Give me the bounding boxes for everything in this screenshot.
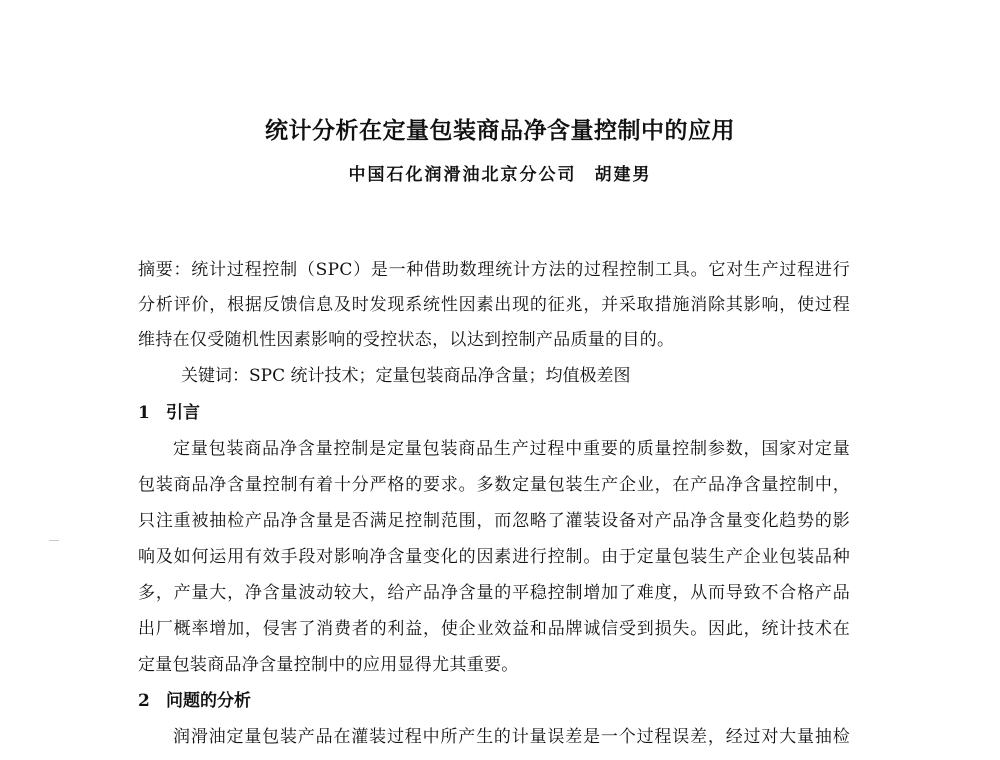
author-name: 胡建男: [594, 165, 652, 185]
keywords: 关键词：SPC 统计技术；定量包装商品净含量；均值极差图: [181, 366, 631, 386]
body-line: 只注重被抽检产品净含量是否满足控制范围，而忽略了灌装设备对产品净含量变化趋势的影: [138, 511, 850, 531]
body-line: 出厂概率增加，侵害了消费者的利益，使企业效益和品牌诚信受到损失。因此，统计技术在: [138, 619, 850, 639]
byline: [0, 160, 1000, 185]
body-line: 定量包装商品净含量控制是定量包装商品生产过程中重要的质量控制参数，国家对定量: [173, 439, 850, 459]
section-title: 引言: [166, 403, 200, 423]
scan-margin-mark: [49, 540, 59, 541]
section-title: 问题的分析: [166, 691, 251, 711]
affiliation: 中国石化润滑油北京分公司: [348, 165, 577, 185]
paper-title: 统计分析在定量包装商品净含量控制中的应用: [265, 118, 735, 144]
section-number: 2: [138, 691, 150, 711]
body-line: 响及如何运用有效手段对影响净含量变化的因素进行控制。由于定量包装生产企业包装品种: [138, 547, 850, 567]
body-line: 包装商品净含量控制有着十分严格的要求。多数定量包装生产企业，在产品净含量控制中，: [138, 475, 850, 495]
abstract-line: 维持在仅受随机性因素影响的受控状态，以达到控制产品质量的目的。: [138, 330, 675, 350]
abstract-line: 分析评价，根据反馈信息及时发现系统性因素出现的征兆，并采取措施消除其影响，使过程: [138, 295, 850, 315]
section-number: 1: [138, 403, 150, 423]
body-line: 定量包装商品净含量控制中的应用显得尤其重要。: [138, 655, 519, 675]
section-heading: [138, 401, 200, 425]
body-line: 润滑油定量包装产品在灌装过程中所产生的计量误差是一个过程误差，经过对大量抽检: [173, 727, 850, 747]
section-heading: [138, 689, 251, 713]
abstract-line: 摘要：统计过程控制（SPC）是一种借助数理统计方法的过程控制工具。它对生产过程进行: [138, 260, 850, 280]
body-line: 多，产量大，净含量波动较大，给产品净含量的平稳控制增加了难度，从而导致不合格产品: [138, 583, 850, 603]
